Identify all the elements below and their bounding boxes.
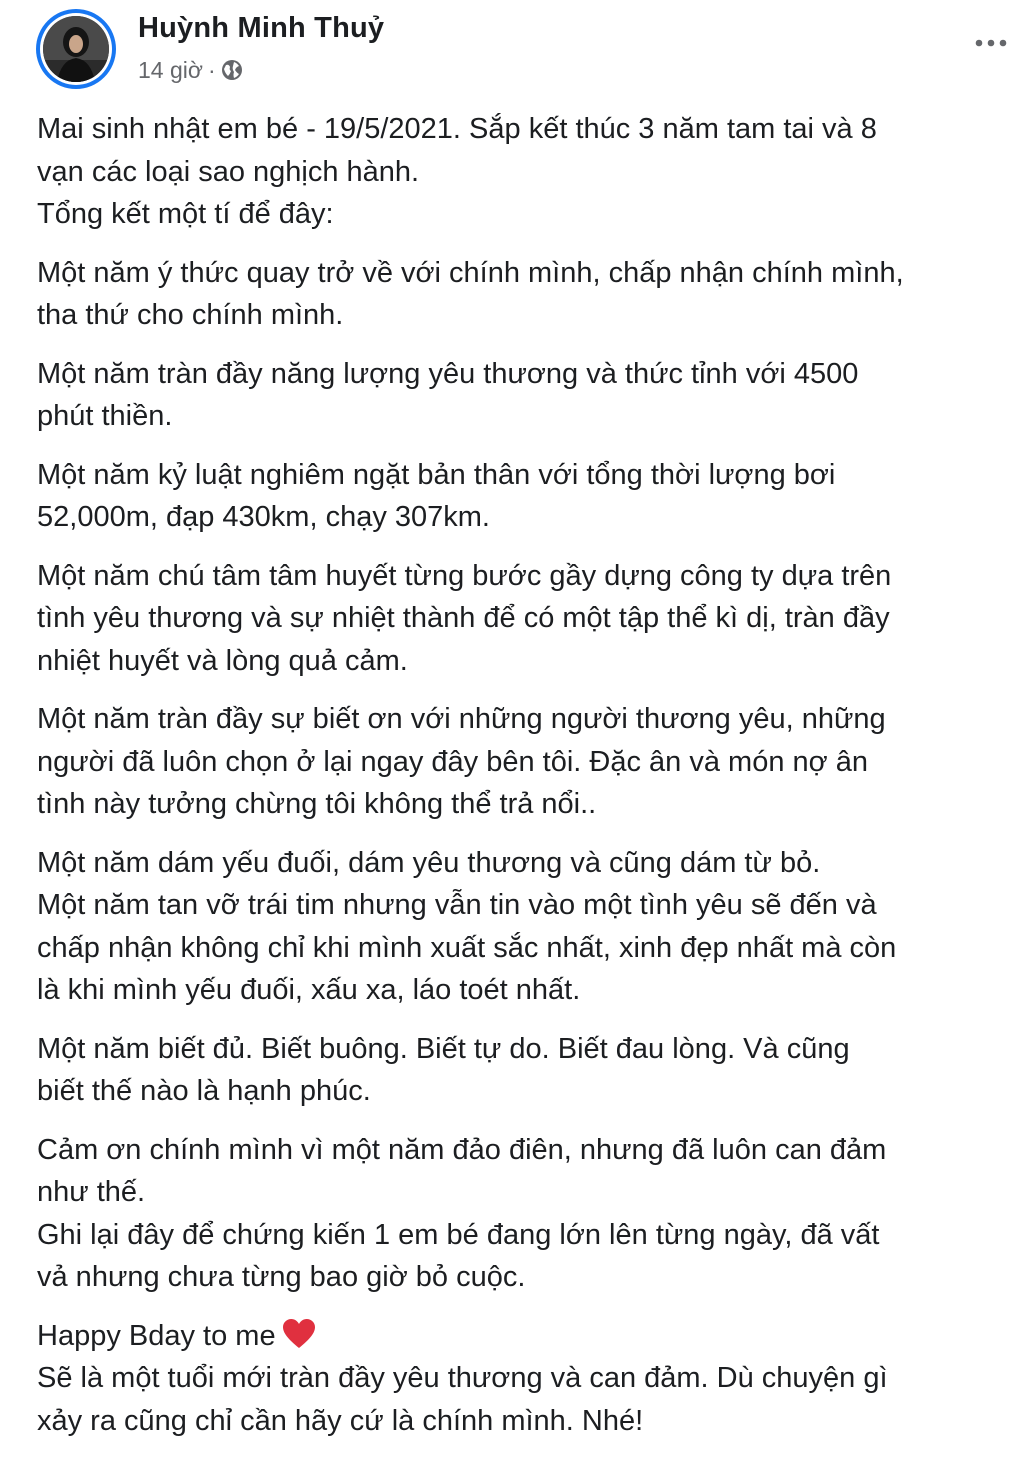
profile-photo-icon [43,16,109,82]
text-line: Mai sinh nhật em bé - 19/5/2021. Sắp kết thúc 3 năm tam tai và 8 [37,113,877,145]
text-line: nhiệt huyết và lòng quả cảm. [37,644,408,677]
text-line: xảy ra cũng chỉ cần hãy cứ là chính mình. Nhé! [37,1404,644,1437]
post-paragraph [37,454,1022,539]
text-line: như thế. [37,1176,146,1208]
post-paragraph [37,1028,1022,1113]
text-line: Ghi lại đây để chứng kiến 1 em bé đang lớn lên từng ngày, đã vất [37,1218,880,1251]
text-line: Một năm chú tâm tâm huyết từng bước gầy dựng công ty dựa trên [37,559,892,592]
meta-separator: · [207,56,216,83]
text-line: vạn các loại sao nghịch hành. [37,155,420,188]
text-line: Một năm ý thức quay trở về với chính mình, chấp nhận chính mình, [37,256,904,289]
post-paragraph [37,108,1022,236]
author-name[interactable]: Huỳnh Minh Thuỷ [138,12,385,44]
text-line: 52,000m, đạp 430km, chạy 307km. [37,501,490,533]
text-line: Sẽ là một tuổi mới tràn đầy yêu thương và can đảm. Dù chuyện gì [37,1362,888,1394]
post-paragraph-closing [37,1315,1022,1443]
text-line: biết thế nào là hạnh phúc. [37,1075,371,1107]
text-line: Tổng kết một tí để đây: [37,198,334,230]
post-paragraph [37,353,1022,438]
post-paragraph [37,1129,1022,1299]
greeting-text: Happy Bday to me [37,1319,276,1352]
text-line: chấp nhận không chỉ khi mình xuất sắc nhất, xinh đẹp nhất mà còn [37,931,897,964]
post-meta [138,55,243,85]
text-line: là khi mình yếu đuối, xấu xa, láo toét nhất. [37,974,581,1006]
more-options-icon [974,38,1008,48]
post-paragraph [37,842,1022,1012]
text-line: phút thiền. [37,400,173,432]
text-line: tình này tưởng chừng tôi không thể trả nổi.. [37,788,597,820]
text-line: Một năm tan vỡ trái tim nhưng vẫn tin vào một tình yêu sẽ đến và [37,889,877,921]
globe-icon[interactable] [221,59,243,81]
post-paragraph [37,252,1022,337]
avatar-ring [40,13,112,85]
text-line: Cảm ơn chính mình vì một năm đảo điên, nhưng đã luôn can đảm [37,1133,887,1166]
post-content [37,108,1022,1458]
text-line: tha thứ cho chính mình. [37,299,344,331]
text-line [37,1315,1022,1358]
text-line: Một năm dám yếu đuối, dám yêu thương và cũng dám từ bỏ. [37,846,821,879]
text-line: tình yêu thương và sự nhiệt thành để có một tập thể kì dị, tràn đầy [37,602,890,634]
avatar[interactable] [36,9,116,89]
text-line: vả nhưng chưa từng bao giờ bỏ cuộc. [37,1261,526,1293]
text-line: Một năm biết đủ. Biết buông. Biết tự do. Biết đau lòng. Và cũng [37,1032,850,1065]
more-options-button[interactable] [966,26,1016,60]
text-line: Một năm tràn đầy năng lượng yêu thương và thức tỉnh với 4500 [37,357,859,390]
text-line: Một năm tràn đầy sự biết ơn với những người thương yêu, những [37,703,886,735]
heart-icon [282,1318,316,1350]
post-paragraph [37,698,1022,826]
post-time[interactable]: 14 giờ [138,56,203,83]
text-line: người đã luôn chọn ở lại ngay đây bên tôi. Đặc ân và món nợ ân [37,745,868,778]
text-line: Một năm kỷ luật nghiêm ngặt bản thân với tổng thời lượng bơi [37,458,836,491]
avatar-photo [43,16,109,82]
post-paragraph [37,555,1022,683]
